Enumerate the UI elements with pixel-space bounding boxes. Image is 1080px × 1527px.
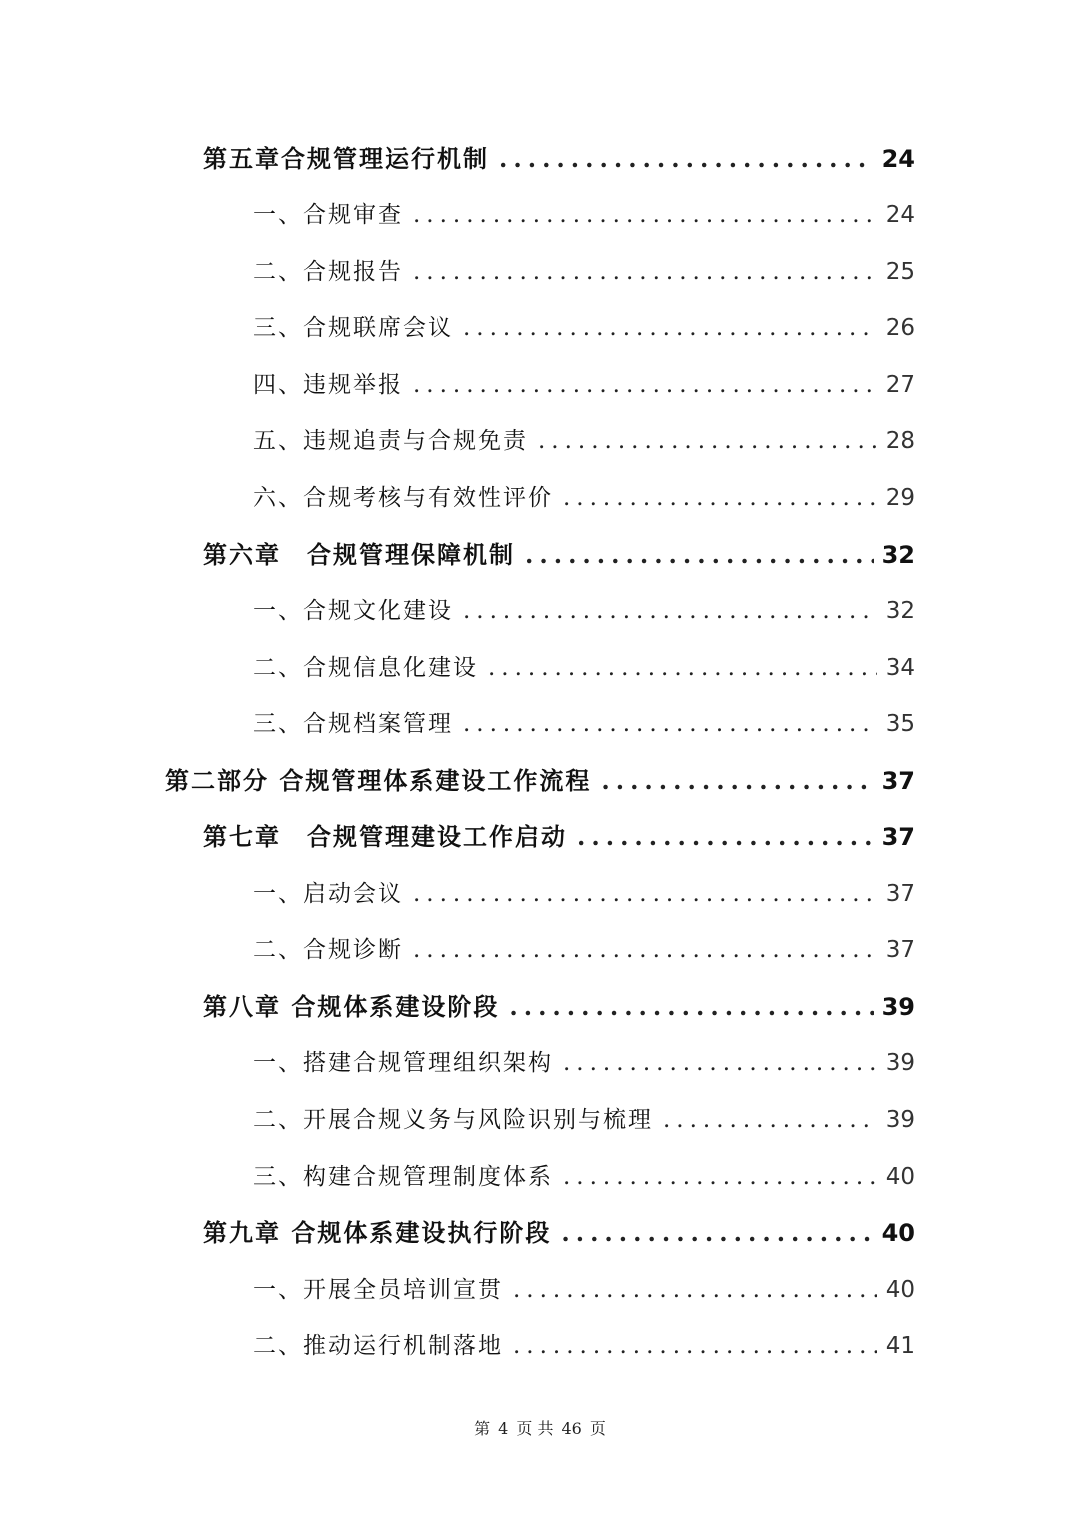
toc-entry-page: 35 (885, 711, 915, 737)
toc-entry-page: 32 (885, 598, 915, 624)
toc-dot-leader (488, 648, 877, 688)
toc-dot-leader (413, 195, 877, 235)
toc-entry-page: 32 (881, 541, 915, 569)
toc-entry-title: 二、合规信息化建设 (253, 655, 478, 681)
toc-entry-title: 三、构建合规管理制度体系 (253, 1164, 553, 1190)
toc-entry-page: 37 (881, 823, 915, 851)
toc-entry-section[interactable] (253, 421, 915, 461)
toc-entry-title: 二、开展合规义务与风险识别与梳理 (253, 1107, 653, 1133)
toc-entry-page: 25 (885, 259, 915, 285)
toc-entry-title: 一、开展全员培训宣贯 (253, 1277, 503, 1303)
toc-entry-title: 二、合规诊断 (253, 937, 403, 963)
toc-entry-title: 一、启动会议 (253, 881, 403, 907)
toc-dot-leader (413, 930, 877, 970)
toc-entry-section[interactable] (253, 1043, 915, 1083)
toc-entry-page: 40 (885, 1164, 915, 1190)
toc-entry-chapter-8[interactable] (203, 987, 915, 1027)
toc-entry-page: 24 (881, 145, 915, 173)
toc-entry-section[interactable] (253, 252, 915, 292)
toc-dot-leader (563, 1043, 877, 1083)
toc-entry-title: 第九章 合规体系建设执行阶段 (203, 1218, 552, 1247)
toc-entry-page: 24 (885, 202, 915, 228)
toc-entry-title: 第二部分 合规管理体系建设工作流程 (165, 766, 592, 795)
footer-prefix: 第 (474, 1419, 491, 1438)
toc-entry-part-2[interactable] (165, 761, 915, 801)
toc-entry-title: 三、合规档案管理 (253, 711, 453, 737)
toc-dot-leader (463, 591, 877, 631)
toc-entry-section[interactable] (253, 1157, 915, 1197)
toc-entry-section[interactable] (253, 648, 915, 688)
toc-dot-leader (413, 365, 877, 405)
toc-entry-chapter-9[interactable] (203, 1213, 915, 1253)
toc-entry-title: 一、合规文化建设 (253, 598, 453, 624)
toc-entry-section[interactable] (253, 1326, 915, 1366)
toc-entry-title: 第七章 合规管理建设工作启动 (203, 822, 567, 851)
toc-dot-leader (413, 874, 877, 914)
toc-entry-title: 一、搭建合规管理组织架构 (253, 1050, 553, 1076)
toc-entry-page: 39 (881, 993, 915, 1021)
footer-suffix: 页 (589, 1419, 606, 1438)
toc-dot-leader (577, 817, 874, 857)
toc-dot-leader (538, 421, 877, 461)
toc-entry-title: 第八章 合规体系建设阶段 (203, 992, 500, 1021)
footer-current-page: 4 (498, 1419, 509, 1438)
toc-dot-leader (509, 987, 873, 1027)
toc-dot-leader (563, 478, 877, 518)
toc-entry-section[interactable] (253, 930, 915, 970)
toc-entry-title: 六、合规考核与有效性评价 (253, 485, 553, 511)
toc-dot-leader (513, 1326, 877, 1366)
toc-entry-section[interactable] (253, 308, 915, 348)
toc-entry-title: 一、合规审查 (253, 202, 403, 228)
toc-entry-page: 37 (881, 767, 915, 795)
toc-entry-chapter-6[interactable] (203, 535, 915, 575)
toc-dot-leader (463, 308, 877, 348)
footer-mid: 页 共 (516, 1419, 554, 1438)
toc-entry-chapter-5[interactable] (203, 139, 915, 179)
toc-entry-section[interactable] (253, 874, 915, 914)
toc-entry-title: 第六章 合规管理保障机制 (203, 540, 515, 569)
toc-entry-section[interactable] (253, 1100, 915, 1140)
toc-dot-leader (525, 535, 874, 575)
toc-dot-leader (663, 1100, 877, 1140)
toc-entry-title: 第五章合规管理运行机制 (203, 144, 489, 173)
toc-entry-title: 二、推动运行机制落地 (253, 1333, 503, 1359)
toc-entry-page: 34 (885, 655, 915, 681)
toc-entry-page: 27 (885, 372, 915, 398)
toc-entry-page: 29 (885, 485, 915, 511)
toc-entry-page: 41 (885, 1333, 915, 1359)
toc-entry-page: 26 (885, 315, 915, 341)
toc-entry-section[interactable] (253, 478, 915, 518)
toc-entry-page: 28 (885, 428, 915, 454)
toc-entry-title: 四、违规举报 (253, 372, 403, 398)
toc-entry-chapter-7[interactable] (203, 817, 915, 857)
toc-dot-leader (513, 1270, 877, 1310)
toc-entry-section[interactable] (253, 1270, 915, 1310)
toc-entry-section[interactable] (253, 704, 915, 744)
toc-entry-section[interactable] (253, 365, 915, 405)
toc-entry-section[interactable] (253, 195, 915, 235)
toc-entry-page: 37 (885, 937, 915, 963)
page-footer (0, 1416, 1080, 1439)
toc-entry-title: 三、合规联席会议 (253, 315, 453, 341)
toc-dot-leader (601, 761, 873, 801)
toc-entry-page: 39 (885, 1050, 915, 1076)
toc-entry-page: 40 (881, 1219, 915, 1247)
toc-dot-leader (463, 704, 877, 744)
toc-entry-page: 37 (885, 881, 915, 907)
toc-dot-leader (561, 1213, 873, 1253)
toc-entry-page: 40 (885, 1277, 915, 1303)
toc-dot-leader (563, 1157, 877, 1197)
footer-total-pages: 46 (561, 1419, 582, 1438)
toc-entry-section[interactable] (253, 591, 915, 631)
toc-entry-page: 39 (885, 1107, 915, 1133)
toc-entry-title: 五、违规追责与合规免责 (253, 428, 528, 454)
toc-dot-leader (413, 252, 877, 292)
toc-entry-title: 二、合规报告 (253, 259, 403, 285)
toc-dot-leader (499, 139, 874, 179)
